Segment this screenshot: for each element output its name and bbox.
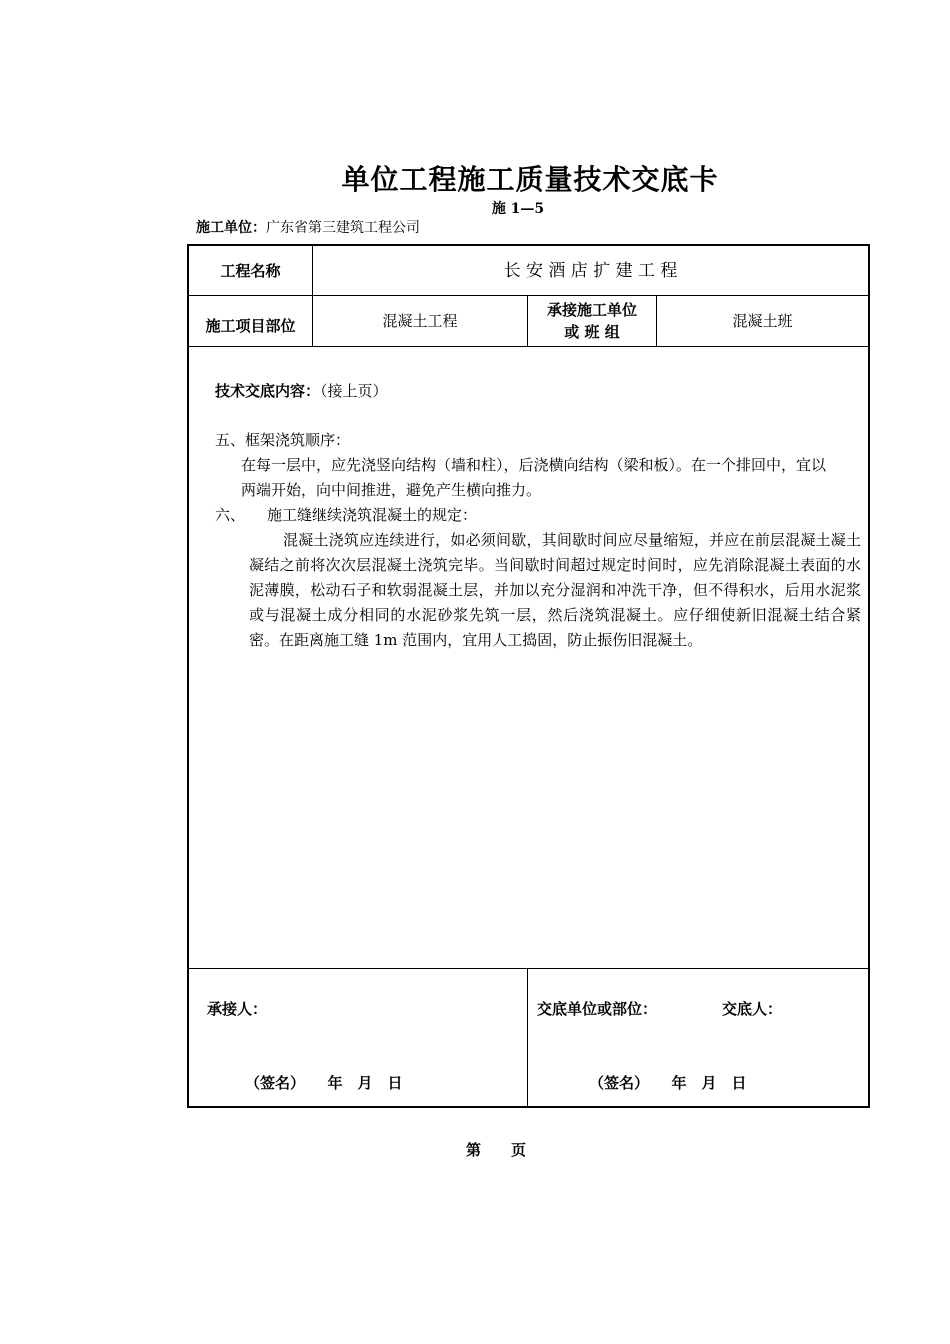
discloser-unit-label: 交底单位或部位： <box>537 1000 658 1018</box>
section-5-title: 五、框架浇筑顺序： <box>215 431 351 449</box>
construction-unit-value: 广东省第三建筑工程公司 <box>266 220 420 236</box>
row-divider <box>189 346 868 347</box>
receiver-signature-date: （签名） 年 月 日 <box>245 1074 403 1092</box>
section-6-title: 施工缝继续浇筑混凝土的规定： <box>267 506 478 524</box>
document-title: 单位工程施工质量技术交底卡 <box>341 163 719 196</box>
section-5-line-2: 两端开始，向中间推进，避免产生横向推力。 <box>241 481 542 499</box>
form-code: 施 1—5 <box>491 201 545 217</box>
page-number: 第 页 <box>466 1141 527 1159</box>
project-name-label: 工程名称 <box>220 261 281 280</box>
construction-part-value: 混凝土工程 <box>382 312 458 330</box>
construction-unit-label: 施工单位： <box>196 220 266 236</box>
project-name-value: 长 安 酒 店 扩 建 工 程 <box>503 260 678 281</box>
row-divider <box>189 968 868 969</box>
receiver-unit-label <box>528 296 656 346</box>
discloser-signature-date: （签名） 年 月 日 <box>589 1074 747 1092</box>
receiver-label: 承接人： <box>207 1000 268 1018</box>
receiver-unit-value: 混凝土班 <box>732 312 793 330</box>
column-divider <box>527 969 528 1106</box>
discloser-label: 交底人： <box>722 1000 783 1018</box>
section-6-body: 混凝土浇筑应连续进行，如必须间歇，其间歇时间应尽量缩短，并应在前层混凝土凝土凝结之前将次次层混凝土浇筑完毕。当间歇时间超过规定时间时，应先消除混凝土表面的水泥薄膜，松动石子和软弱混凝土层，并加以充分湿润和冲洗干净，但不得积水，后用水泥浆或与混凝土成分相同的水泥砂浆先筑一层，然后浇筑混凝土。应仔细使新旧混凝土结合紧密。在距离施工缝 1m 范围内，宜用人工捣固，防止振伤旧混凝土。 <box>249 531 861 649</box>
content-heading-note: （接上页） <box>320 382 388 400</box>
disclosure-content <box>189 348 868 968</box>
construction-unit-line <box>196 217 420 237</box>
content-heading-label: 技术交底内容： <box>215 382 321 400</box>
construction-part-label: 施工项目部位 <box>205 317 296 335</box>
section-5-line-1: 在每一层中，应先浇竖向结构（墙和柱），后浇横向结构（梁和板）。在一个排回中，宜以 <box>241 456 827 474</box>
disclosure-form-table <box>187 244 870 1108</box>
receiver-unit-label-line2: 或 班 组 <box>564 323 620 341</box>
section-6-number: 六、 <box>215 506 246 524</box>
content-heading <box>215 380 388 401</box>
receiver-unit-label-line1: 承接施工单位 <box>546 301 637 319</box>
